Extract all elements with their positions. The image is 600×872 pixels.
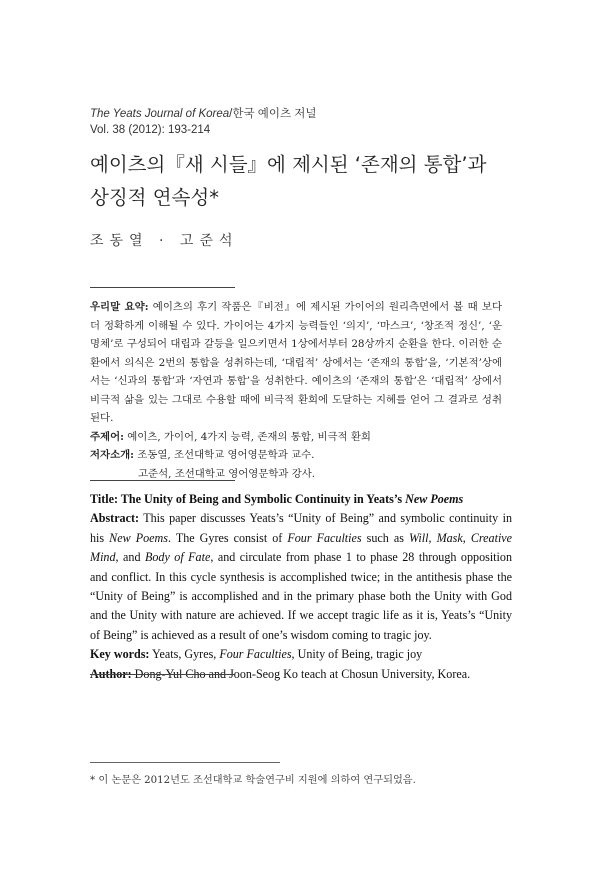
korean-authors <box>90 446 502 465</box>
journal-separator: / <box>229 108 233 120</box>
abstract-text-1: This paper discusses Yeats’s “Unity of Being” and symbolic continuity in his <box>90 511 512 545</box>
keywords-text-1: Yeats, Gyres, <box>149 647 220 662</box>
abstract-italic-3: Will <box>408 530 429 545</box>
english-abstract-block <box>90 490 512 684</box>
english-keywords-label: Key words: <box>90 647 150 662</box>
divider-top <box>90 287 235 288</box>
abstract-italic-2: Four Faculties <box>287 530 362 545</box>
journal-name-ko: 한국 예이츠 저널 <box>232 108 317 120</box>
abstract-italic-1: New Poems <box>109 530 168 545</box>
korean-keywords-label: 주제어: <box>90 430 124 443</box>
journal-name-en: The Yeats Journal of Korea <box>90 108 230 120</box>
title-line-2: 상징적 연속성* <box>90 186 219 209</box>
abstract-text-7: , and circulate from phase 1 to phase 28 through opposition and conflict. In this cycle synthesis is accomplished twice; in the antithesis phase the “Unity of Being” is accomplished and in the primary phase both the Unity with God and the Unity with nature are achieved. If we accept tragic life as it is, Yeats’s “Unity of Being” is achieved as a result of one’s wisdom coming to tragic joy. <box>90 550 512 642</box>
abstract-text-2: . The Gyres consist of <box>167 530 288 545</box>
abstract-text-6: , and <box>115 550 145 565</box>
abstract-text-4: , <box>428 530 437 545</box>
english-abstract-label: Abstract: <box>90 511 140 526</box>
english-keywords <box>90 645 512 664</box>
keywords-italic: Four Faculties <box>219 647 292 662</box>
journal-volume: Vol. 38 (2012): 193-214 <box>90 124 211 136</box>
english-author-label: Author: <box>90 666 132 681</box>
divider-bottom <box>90 674 235 675</box>
english-title <box>90 490 512 509</box>
korean-abstract-block <box>90 298 502 483</box>
abstract-italic-5: Creative Mind <box>90 530 513 565</box>
korean-author-2: 고준석, 조선대학교 영어영문학과 강사. <box>138 467 316 480</box>
korean-author-1: 조동열, 조선대학교 영어영문학과 교수. <box>134 449 315 461</box>
korean-abstract-text: 예이츠의 후기 작품은『비전』에 제시된 가이어의 원리측면에서 볼 때 보다 더 정확하게 이해될 수 있다. 가이어는 4가지 능력들인 ‘의지’, ‘마스크’, ‘창조적 정신’, ‘운명체’로 구성되어 대립과 갈등을 일으키면서 1상에서부터 28상까지 순환을 한다. 이러한 순환에서 의식은 2번의 통합을 성취하는데, ‘대립적’ 상에서는 ‘존재의 통합’을, ‘기본적’상에서는 ‘신과의 통합’과 ‘자연과 통합’을 성취한다. 예이츠의 ‘존재의 통합’은 ‘대립적’ 상에서 비극적 삶을 있는 그대로 수용할 때에 비극적 환희에 도달하는 지혜를 얻어 그 결과로 성취된다. <box>90 301 503 424</box>
english-abstract <box>90 509 512 645</box>
paper-title <box>90 148 530 214</box>
author-names: 조동열 · 고준석 <box>90 233 239 249</box>
keywords-text-2: , Unity of Being, tragic joy <box>291 647 423 662</box>
divider-middle <box>90 480 235 481</box>
abstract-italic-6: Body of Fate <box>144 550 211 565</box>
korean-keywords-text: 예이츠, 가이어, 4가지 능력, 존재의 통합, 비극적 환희 <box>123 430 371 443</box>
footnote-rule <box>90 762 280 763</box>
abstract-italic-4: Mask <box>436 530 463 545</box>
english-author-text: Dong-Yul Cho and Joon-Seog Ko teach at Chosun University, Korea. <box>131 666 471 681</box>
korean-keywords <box>90 428 502 447</box>
title-line-1: 예이츠의『새 시들』에 제시된 ‘존재의 통합’과 <box>90 153 487 176</box>
korean-authors-label: 저자소개: <box>90 449 134 461</box>
journal-header <box>90 106 317 138</box>
footnote: * 이 논문은 2012년도 조선대학교 학술연구비 지원에 의하여 연구되었음. <box>90 775 416 786</box>
english-title-label: Title: The Unity of Being and Symbolic Continuity in Yeats’s <box>90 492 406 506</box>
korean-abstract-label: 우리말 요약: <box>90 301 149 313</box>
english-title-italic: New Poems <box>405 492 464 506</box>
korean-abstract <box>90 298 502 428</box>
abstract-text-3: such as <box>361 530 409 545</box>
abstract-text-5: , <box>462 530 471 545</box>
